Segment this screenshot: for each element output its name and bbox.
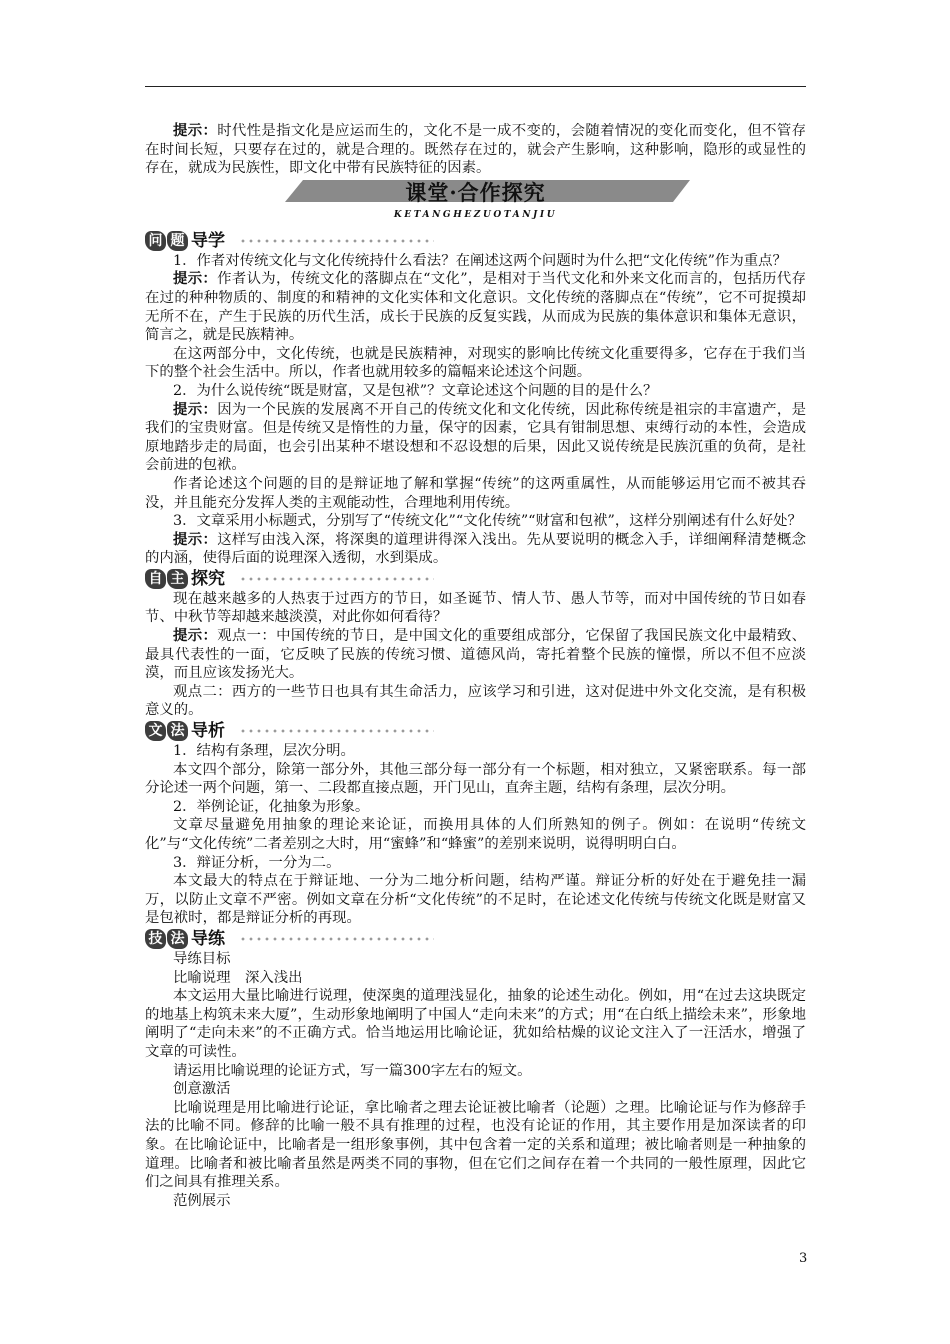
hint-label: 提示：: [173, 627, 218, 645]
answer-text: 作者认为，传统文化的落脚点在“文化”，是相对于当代文化和外来文化而言的，包括历代存在过的种种物质的、制度的和精神的文化实体和文化意识。文化传统的落脚点在“传统”，它不可捉摸却无所不在，产生于民族的历代生活，成长于民族的反复实践，从而成为民族的集体意识和集体无意识，简言之，就是民族精神。: [145, 271, 806, 344]
hint-label: 提示：: [173, 530, 218, 548]
section-badge: 题: [167, 231, 188, 251]
section-title: 导析: [191, 721, 225, 742]
hint-text: 时代性是指文化是应运而生的，文化不是一成不变的，会随着情况的变化而变化，但不管存在时间长短，只要存在过的，就是合理的。既然存在过的，就会产生影响，这种影响，隐形的或显性的存在，就成为民族性，即文化中带有民族特征的因素。: [145, 123, 806, 177]
dotted-divider: [239, 937, 434, 941]
question: 1．作者对传统文化与文化传统持什么看法？在阐述这两个问题时为什么把“文化传统”作为重点？: [173, 252, 787, 269]
answer: [145, 270, 806, 344]
answer: [145, 401, 806, 475]
sub-heading: 比喻说理 深入浅出: [173, 969, 303, 986]
answer-continued: 在这两部分中，文化传统，也就是民族精神，对现实的影响比传统文化重要得多，它存在于我们当下的整个社会生活中。所以，作者也就用较多的篇幅来论述这个问题。: [145, 345, 806, 381]
section-title: 探究: [191, 568, 225, 589]
sub-heading: 创意激活: [173, 1081, 231, 1098]
dotted-divider: [239, 729, 434, 733]
section-heading-wenfa: [145, 720, 806, 742]
question: 现在越来越多的人热衷于过西方的节日，如圣诞节、情人节、愚人节等，而对中国传统的节日如春节、中秋节等却越来越淡漠，对此你如何看待？: [145, 590, 806, 626]
dotted-divider: [239, 239, 434, 243]
point-heading: 3．辩证分析，一分为二。: [173, 854, 341, 871]
header-rule: [145, 86, 806, 87]
section-badge: 法: [167, 721, 188, 741]
section-badge: 主: [167, 569, 188, 589]
answer-text: 因为一个民族的发展离不开自己的传统文化和文化传统，因此称传统是祖宗的丰富遗产，是我们的宝贵财富。但是传统又是惰性的力量，保守的因素，它具有钳制思想、束缚行动的本性，会造成原地踏步走的局面，也会引出某种不堪设想和不忍设想的后果，因此又说传统是民族沉重的负荷，是社会前进的包袱。: [145, 401, 806, 474]
section-banner: [145, 180, 806, 230]
answer-continued: 观点二：西方的一些节日也具有其生命活力，应该学习和引进，这对促进中外文化交流，是有积极意义的。: [145, 683, 806, 719]
body-text: 比喻说理是用比喻进行论证，拿比喻者之理去论证被比喻者（论题）之理。比喻论证与作为修辞手法的比喻不同。修辞的比喻一般不具有推理的过程，也没有论证的作用，其主要作用是加深读者的印象。在比喻论证中，比喻者是一组形象事例，其中包含着一定的关系和道理；被比喻者则是一种抽象的道理。比喻者和被比喻者虽然是两类不同的事物，但在它们之间存在着一个共同的一般性原理，因此它们之间具有推理关系。: [145, 1099, 806, 1191]
point-text: 本文最大的特点在于辩证地、一分为二地分析问题，结构严谨。辩证分析的好处在于避免挂一漏万，以防止文章不严密。例如文章在分析“文化传统”的不足时，在论述文化传统与传统文化既是财富又是包袱时，都是辩证分析的再现。: [145, 873, 806, 927]
body-text: 本文运用大量比喻进行说理，使深奥的道理浅显化，抽象的论述生动化。例如，用“在过去这块既定的地基上构筑未来大厦”，生动形象地阐明了中国人“走向未来”的方式；用“在白纸上描绘未来”，形象地阐明了“走向未来”的不正确方式。恰当地运用比喻论证，犹如给枯燥的议论文注入了一汪活水，增强了文章的可读性。: [145, 988, 806, 1060]
point-text: 本文四个部分，除第一部分外，其他三部分每一部分有一个标题，相对独立，又紧密联系。每一部分论述一两个问题，第一、二段都直接点题，开门见山，直奔主题，结构有条理，层次分明。: [145, 761, 806, 797]
section-title: 导学: [191, 230, 225, 251]
answer-text: 这样写由浅入深，将深奥的道理讲得深入浅出。先从要说明的概念入手，详细阐释清楚概念的内涵，使得后面的说理深入透彻，水到渠成。: [145, 531, 806, 567]
section-badge: 文: [145, 721, 166, 741]
section-heading-wenti: [145, 230, 806, 252]
section-badge: 法: [167, 929, 188, 949]
hint-label: 提示：: [173, 122, 218, 139]
point-heading: 1．结构有条理，层次分明。: [173, 743, 355, 760]
section-badge: 技: [145, 929, 166, 949]
question: 3．文章采用小标题式，分别写了“传统文化”“文化传统”“财富和包袱”，这样分别阐述有什么好处？: [173, 513, 802, 530]
hint-label: 提示：: [173, 270, 218, 288]
answer: [145, 531, 806, 568]
question: 2．为什么说传统“既是财富，又是包袱”？文章论述这个问题的目的是什么？: [173, 382, 658, 399]
answer: [145, 627, 806, 683]
body-text: 请运用比喻说理的论证方式，写一篇300字左右的短文。: [173, 1062, 532, 1079]
point-text: 文章尽量避免用抽象的理论来论证，而换用具体的人们所熟知的例子。例如：在说明“传统文化”与“文化传统”二者差别之大时，用“蜜蜂”和“蜂蜜”的差别来说明，说得明明白白。: [145, 817, 806, 852]
page-body: [145, 122, 806, 1210]
answer-continued: 作者论述这个问题的目的是辩证地了解和掌握“传统”的这两重属性，从而能够运用它而不被其吞没，并且能充分发挥人类的主观能动性，合理地利用传统。: [145, 475, 806, 511]
point-heading: 2．举例论证，化抽象为形象。: [173, 798, 370, 815]
section-heading-jifa: [145, 928, 806, 950]
banner-subtitle: KETANGHEZUOTANJIU: [393, 209, 558, 220]
answer-text: 观点一：中国传统的节日，是中国文化的重要组成部分，它保留了我国民族文化中最精致、最具代表性的一面，它反映了民族的传统习惯、道德风尚，寄托着整个民族的憧憬，所以不但不应淡漠，而且应该发扬光大。: [145, 628, 806, 682]
section-badge: 自: [145, 569, 166, 589]
section-title: 导练: [191, 928, 225, 949]
hint-label: 提示：: [173, 400, 218, 418]
sub-heading: 范例展示: [173, 1192, 231, 1209]
banner-title: 课堂·合作探究: [405, 179, 546, 205]
section-badge: 问: [145, 231, 166, 251]
page-number: 3: [799, 1251, 808, 1266]
intro-paragraph: [145, 122, 806, 178]
sub-heading: 导练目标: [173, 950, 231, 967]
dotted-divider: [239, 577, 434, 581]
section-heading-zizhu: [145, 568, 806, 590]
